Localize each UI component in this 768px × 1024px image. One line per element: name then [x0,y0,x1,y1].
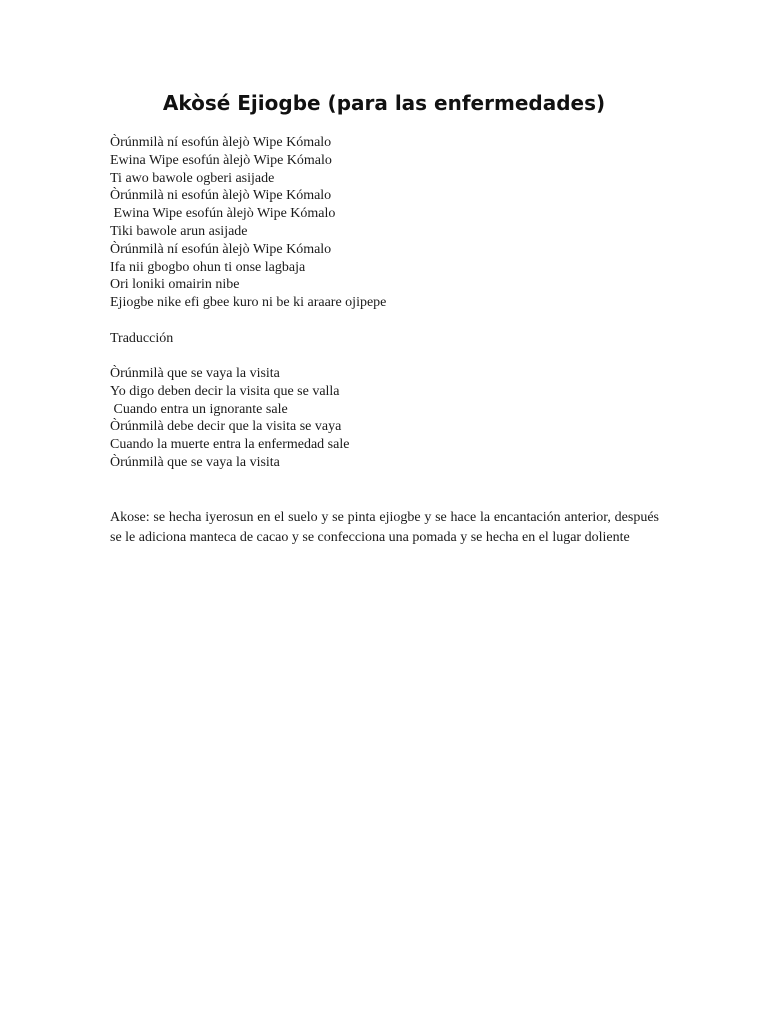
translation-line: Cuando entra un ignorante sale [110,401,288,417]
verse-line: Ti awo bawole ogberi asijade [110,170,275,186]
verse-line: Òrúnmilà ní esofún àlejò Wipe Kómalo [110,241,332,257]
translation-heading [110,330,659,348]
translation-heading-text: Traducción [110,331,174,346]
translation-line: Òrúnmilà que se vaya la visita [110,366,280,381]
translation-line: Òrúnmilà debe decir que la visita se vaya [110,419,342,435]
verse-line: Ejiogbe nike efi gbee kuro ni be ki araare ojipepe [110,295,387,311]
translation-block [110,365,659,472]
verse-line: Ifa nii gbogbo ohun ti onse lagbaja [110,259,306,275]
verse-line: Tiki bawole arun asijade [110,223,248,239]
verse-block [110,134,659,312]
verse-line: Ori loniki omairin nibe [110,277,240,293]
translation-line: Cuando la muerte entra la enfermedad sale [110,437,350,453]
verse-line: Òrúnmilà ni esofún àlejò Wipe Kómalo [110,188,332,204]
verse-line: Ewina Wipe esofún àlejò Wipe Kómalo [110,206,336,222]
translation-line: Òrúnmilà que se vaya la visita [110,454,280,470]
verse-line: Òrúnmilà ní esofún àlejò Wipe Kómalo [110,135,332,150]
akose-paragraph: Akose: se hecha iyerosun en el suelo y se pinta ejiogbe y se hace la encantación anterior, después se le adiciona manteca de cacao y se confecciona una pomada y se hecha en el lugar doliente [110,510,659,545]
verse-line: Ewina Wipe esofún àlejò Wipe Kómalo [110,152,332,168]
page-title: Akòsé Ejiogbe (para las enfermedades) [162,91,606,115]
translation-line: Yo digo deben decir la visita que se valla [110,383,340,399]
